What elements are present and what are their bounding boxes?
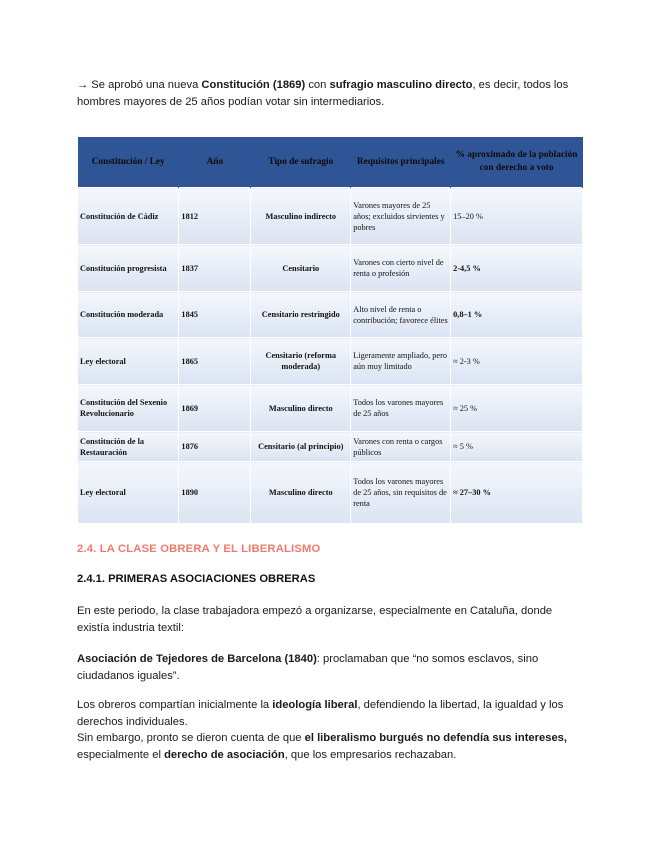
header-requisitos: Requisitos principales	[351, 137, 451, 188]
tipo-note: (reforma moderada)	[281, 351, 337, 371]
table-row	[78, 432, 583, 462]
p2-bold: Asociación de Tejedores de Barcelona (1840)	[77, 653, 317, 665]
header-anio: Año	[179, 137, 251, 188]
cell-porcentaje: 15–20 %	[451, 188, 583, 245]
tipo-text: Censitario	[258, 442, 295, 451]
intro-paragraph	[77, 77, 582, 110]
cell-anio: 1869	[179, 385, 251, 432]
cell-ley: Constitución del Sexenio Revolucionario	[78, 385, 179, 432]
tipo-text: Masculino directo	[268, 487, 333, 497]
cell-ley: Constitución de la Restauración	[78, 432, 179, 462]
tipo-note: (al principio)	[295, 442, 344, 451]
cell-anio: 1876	[179, 432, 251, 462]
p3-bold-1: ideología liberal	[272, 699, 358, 711]
cell-anio: 1837	[179, 245, 251, 292]
cell-anio: 1890	[179, 462, 251, 523]
cell-anio: 1845	[179, 292, 251, 338]
p2-text: : proclamaban que “no somos esclavos, sino ciudadanos iguales”.	[77, 653, 539, 682]
cell-ley: Constitución de Cádiz	[78, 188, 179, 245]
p3-text-2: , defendiendo la libertad, la igualdad y los derechos individuales.	[77, 699, 564, 728]
cell-tipo	[251, 385, 351, 432]
tipo-text: Censitario	[282, 263, 320, 273]
cell-porcentaje: ≈ 5 %	[451, 432, 583, 462]
cell-tipo	[251, 292, 351, 338]
intro-text-2: con	[305, 79, 330, 91]
p3-bold-3: derecho de asociación	[164, 748, 285, 761]
cell-ley: Ley electoral	[78, 338, 179, 385]
table-row	[78, 292, 583, 338]
p3-text-1: Los obreros compartían inicialmente la	[77, 699, 273, 711]
cell-porcentaje: 0,8–1 %	[451, 292, 583, 338]
tipo-text: Masculino indirecto	[265, 211, 337, 221]
intro-bold-2: sufragio masculino directo	[329, 79, 473, 91]
cell-tipo	[251, 245, 351, 292]
p3-text-5: , que los empresarios rechazaban.	[284, 748, 457, 761]
intro-bold-1: Constitución (1869)	[201, 79, 306, 91]
tipo-text: Masculino directo	[268, 403, 333, 413]
table-row	[78, 245, 583, 292]
cell-tipo	[251, 338, 351, 385]
cell-ley: Constitución moderada	[78, 292, 179, 338]
cell-ley: Ley electoral	[78, 462, 179, 523]
intro-text-1: → Se aprobó una nueva	[77, 79, 202, 91]
cell-requisitos: Varones mayores de 25 años; excluidos sirvientes y pobres	[351, 188, 451, 245]
cell-anio: 1812	[179, 188, 251, 245]
cell-porcentaje: ≈ 27–30 %	[451, 462, 583, 523]
cell-requisitos: Todos los varones mayores de 25 años	[351, 385, 451, 432]
cell-porcentaje: ≈ 2-3 %	[451, 338, 583, 385]
header-ley: Constitución / Ley	[78, 137, 179, 188]
p3-text-4: especialmente el	[77, 748, 165, 761]
cell-requisitos: Varones con cierto nivel de renta o profesión	[351, 245, 451, 292]
p3-text-3: Sin embargo, pronto se dieron cuenta de que	[77, 732, 305, 744]
p3-bold-2: el liberalismo burgués no defendía sus intereses,	[304, 732, 568, 744]
suffrage-table	[78, 137, 583, 523]
section-heading: 2.4. LA CLASE OBRERA Y EL LIBERALISMO	[77, 543, 321, 555]
header-porcentaje: % aproximado de la población con derecho a voto	[451, 137, 583, 188]
paragraph-liberalismo	[77, 697, 582, 763]
cell-requisitos: Alto nivel de renta o contribución; favorece élites	[351, 292, 451, 338]
cell-tipo	[251, 188, 351, 245]
paragraph-asociacion	[77, 651, 582, 684]
cell-requisitos: Varones con renta o cargos públicos	[351, 432, 451, 462]
table-row	[78, 338, 583, 385]
cell-tipo	[251, 432, 351, 462]
paragraph-organizacion: En este periodo, la clase trabajadora empezó a organizarse, especialmente en Cataluña, donde existía industria textil:	[77, 605, 553, 634]
tipo-text: Censitario restringido	[261, 310, 340, 319]
header-tipo: Tipo de sufragio	[251, 137, 351, 188]
intro-text-3: , es decir, todos los hombres mayores de 25 años podían votar sin intermediarios.	[77, 79, 569, 108]
table-header-row	[78, 137, 583, 188]
table-row	[78, 188, 583, 245]
subsection-heading: 2.4.1. PRIMERAS ASOCIACIONES OBRERAS	[77, 573, 316, 585]
cell-tipo	[251, 462, 351, 523]
cell-anio: 1865	[179, 338, 251, 385]
tipo-text: Censitario	[265, 351, 303, 360]
cell-requisitos: Ligeramente ampliado, pero aún muy limitado	[351, 338, 451, 385]
table-row	[78, 462, 583, 523]
cell-ley: Constitución progresista	[78, 245, 179, 292]
cell-porcentaje: ≈ 25 %	[451, 385, 583, 432]
table-row	[78, 385, 583, 432]
cell-requisitos: Todos los varones mayores de 25 años, sin requisitos de renta	[351, 462, 451, 523]
cell-porcentaje: 2-4,5 %	[451, 245, 583, 292]
